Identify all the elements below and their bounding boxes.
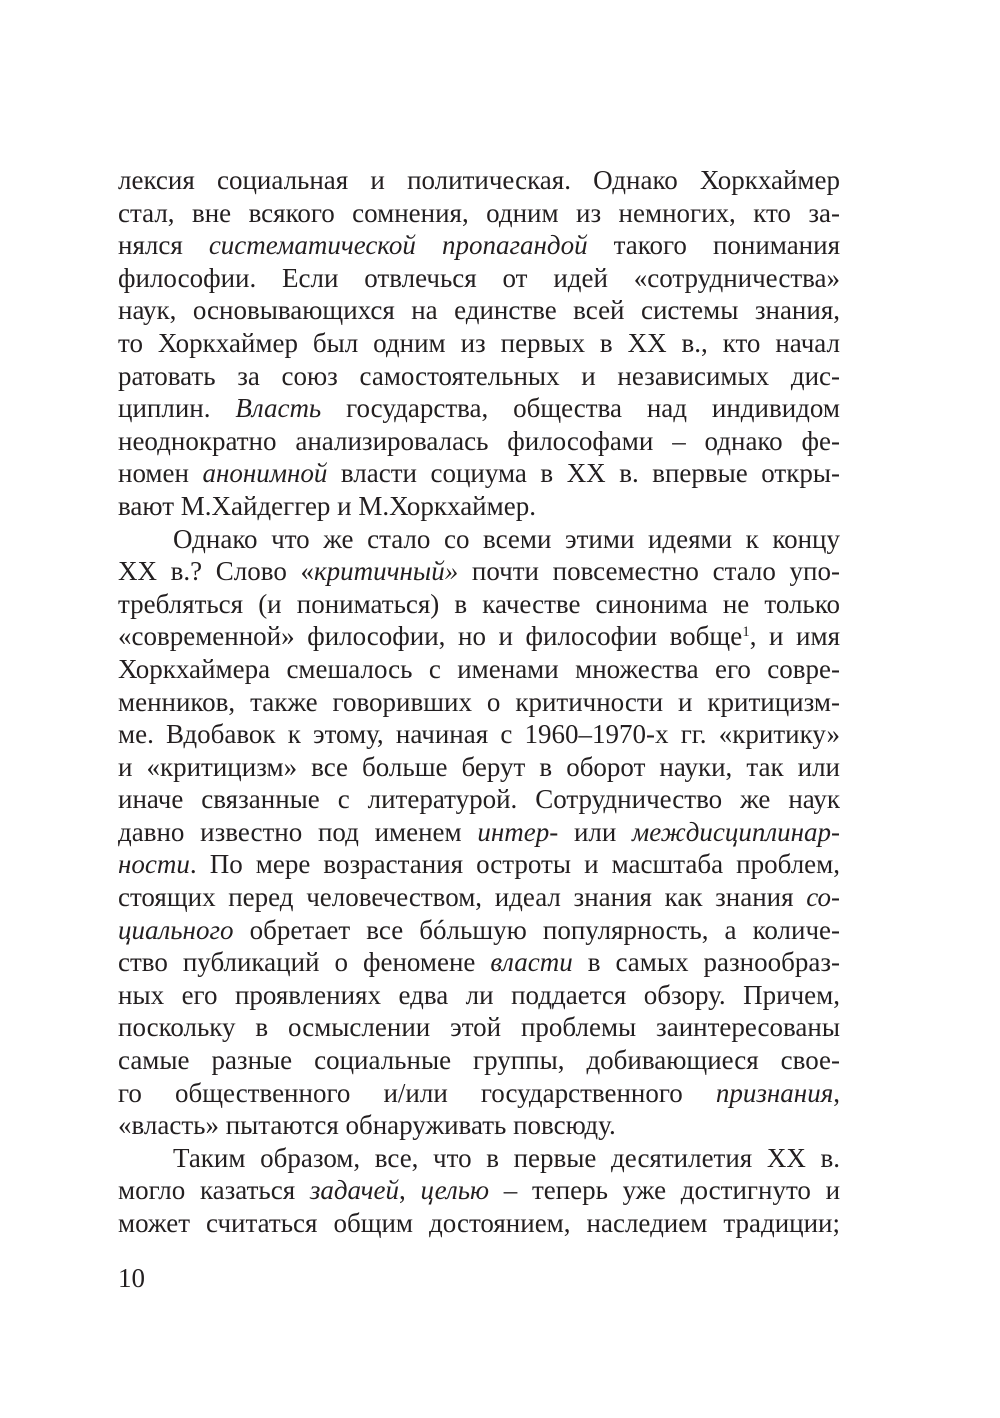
footnote-marker[interactable]: 1 — [742, 624, 750, 641]
text-line: требляться (и пониматься) в качестве синонима не только — [118, 588, 840, 619]
text-line: ство публикаций о феномене власти в самых разнообраз- — [118, 947, 840, 978]
text-line: давно известно под именем интер- или междисциплинар- — [118, 816, 840, 847]
text-line: неоднократно анализировалась философами – однако фе- — [118, 425, 840, 456]
text-line: ме. Вдобавок к этому, начиная с 1960–1970-х гг. «критику» — [118, 719, 840, 750]
text-line: ности. По мере возрастания остроты и масштаба проблем, — [118, 849, 840, 880]
text-line: самые разные социальные группы, добивающиеся свое- — [118, 1045, 840, 1076]
paragraph — [118, 523, 840, 1142]
text-line: стал, вне всякого сомнения, одним из немногих, кто за- — [118, 197, 840, 228]
page-number: 10 — [118, 1263, 145, 1293]
text-line: Хоркхаймера смешалось с именами множества его совре- — [118, 653, 840, 684]
italic-text: признания — [715, 1077, 834, 1108]
italic-text: циального — [118, 914, 234, 945]
text-line: менников, также говоривших о критичности и критицизм- — [118, 686, 840, 717]
italic-text: междисциплинар- — [632, 816, 840, 847]
text-line: циплин. Власть государства, общества над индивидом — [118, 393, 840, 424]
text-line: вают М.Хайдеггер и М.Хоркхаймер. — [118, 490, 536, 521]
text-line: и «критицизм» все больше берут в оборот науки, так или — [118, 751, 840, 782]
italic-text: целью — [420, 1175, 490, 1206]
text-line: циального обретает все бóльшую популярность, а количе- — [118, 914, 840, 945]
text-line: иначе связанные с литературой. Сотрудничество же наук — [118, 784, 840, 815]
text-line: Таким образом, все, что в первые десятилетия XX в. — [173, 1142, 840, 1173]
text-line: стоящих перед человечеством, идеал знания как знания со- — [118, 882, 840, 913]
text-line: нялся систематической пропагандой такого понимания — [118, 230, 840, 261]
italic-text: анонимной — [202, 458, 328, 489]
page-body — [118, 164, 840, 1240]
text-line: наук, основывающихся на единстве всей системы знания, — [118, 295, 840, 326]
text-line: то Хоркхаймер был одним из первых в XX в., кто начал — [118, 327, 840, 358]
italic-text: критичный» — [314, 556, 459, 587]
text-line: Однако что же стало со всеми этими идеями к концу — [173, 523, 840, 554]
text-line: номен анонимной власти социума в XX в. впервые откры- — [118, 458, 840, 489]
text-line: ратовать за союз самостоятельных и независимых дис- — [118, 360, 840, 391]
text-line: «современной» философии, но и философии вобще$^1$, и имя — [118, 621, 840, 652]
italic-text: систематической пропагандой — [208, 230, 588, 261]
italic-text: ности — [118, 849, 190, 880]
italic-text: со- — [806, 882, 840, 913]
text-line: ных его проявлениях едва ли поддается обзору. Причем, — [118, 979, 840, 1010]
text-line: го общественного и/или государственного признания, — [118, 1077, 840, 1108]
text-line: может считаться общим достоянием, наследием традиции; — [118, 1208, 840, 1238]
text-line: философии. Если отвлечься от идей «сотрудничества» — [118, 262, 840, 293]
text-line: могло казаться задачей, целью – теперь уже достигнуто и — [118, 1175, 840, 1206]
paragraph — [118, 164, 840, 523]
paragraph — [118, 1142, 840, 1240]
italic-text: задачей — [309, 1175, 400, 1206]
italic-text: Власть — [235, 393, 322, 424]
italic-text: интер- — [477, 816, 559, 847]
text-line: XX в.? Слово «критичный» почти повсеместно стало упо- — [118, 556, 840, 587]
italic-text: власти — [490, 947, 573, 978]
text-line: поскольку в осмыслении этой проблемы заинтересованы — [118, 1012, 840, 1043]
text-line: лексия социальная и политическая. Однако Хоркхаймер — [118, 165, 840, 195]
text-line: «власть» пытаются обнаруживать повсюду. — [118, 1110, 616, 1141]
